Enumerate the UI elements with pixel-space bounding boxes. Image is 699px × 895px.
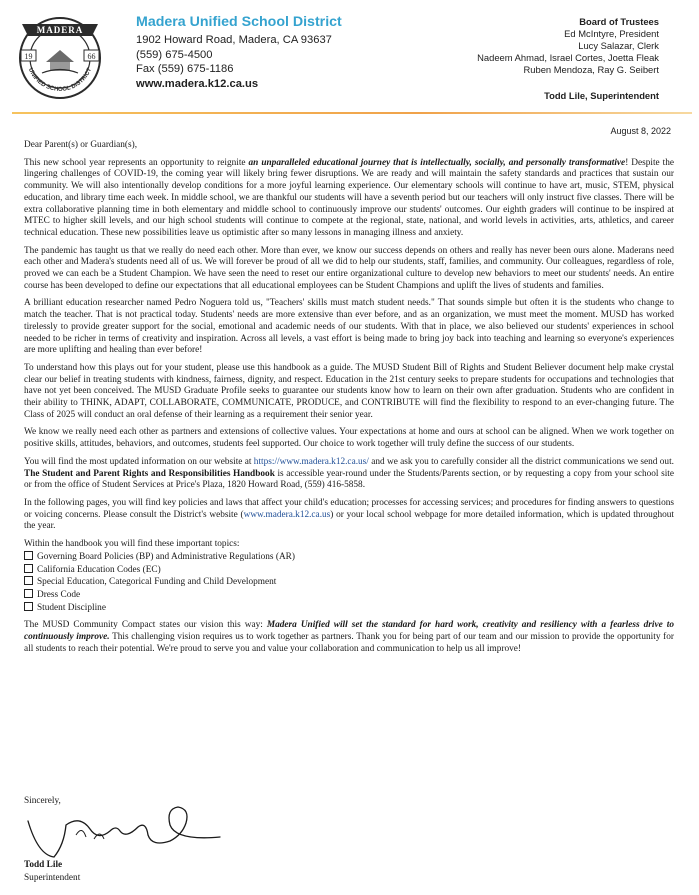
paragraph-2: The pandemic has taught us that we really do need each other. More than ever, we know our success depends on others and really has never been ours alone. Maderans need each other and Madera's students need all of us. We will forever be proud of all we did to help our students, staff, families, and community. Our colleagues, regardless of role, proved we can each be a Student Champion. We have seen the need to reset our entire organizational culture to develop new behaviors to meet our students' needs. An entire course has been developed to define our expectations that all educational employees can be Student Champions and uplift the lives of students and families. (24, 245, 674, 291)
list-item: Governing Board Policies (BP) and Administrative Regulations (AR) (24, 551, 674, 564)
letter-body (24, 140, 674, 661)
paragraph-4: To understand how this plays out for your student, please use this handbook as a guide. The MUSD Student Bill of Rights and Student Believer document help make crystal clear our belief in treating students with kindness, fairness, dignity, and respect. Education in the 21st century seeks to prepare students for occupations and technologies that have not yet been conceived. The MUSD Graduate Profile seeks to guarantee our students know how to learn on their own after graduation. Students who are confident in their ability to THINK, ADAPT, COLLABORATE, COMMUNICATE, PRODUCE, and CONTRIBUTE will find the flexibility to respond to an ever-changing future. The Class of 2025 will conduct an oral defense of their learning as a requirement their senior year. (24, 362, 674, 420)
board-of-trustees (477, 16, 659, 102)
vision-statement: Madera Unified will set the standard for hard work, creativity and resiliency with a fearless drive to continuously improve. (24, 620, 674, 643)
board-member-line: Ruben Mendoza, Ray G. Seibert (523, 64, 659, 75)
closing: Sincerely, (24, 796, 61, 806)
salutation: Dear Parent(s) or Guardian(s), (24, 140, 138, 150)
paragraph-7: In the following pages, you will find key policies and laws that affect your child's education; processes for accessing services; and procedures for finding answers to questions or voicing concerns. Please consult the District's website (www.madera.k12.ca.us) or your local school webpage for more detailed information, which is updated throughout the year. (24, 497, 674, 532)
checkbox-icon (24, 564, 33, 573)
paragraph-3: A brilliant education researcher named Pedro Noguera told us, "Teachers' skills must match student needs." That sounds simple but often it is the students who change to match the teacher. That is not practical today. Students' needs are more extensive than ever before, and as an organization, we must meet the moment. MUSD has worked tirelessly to provide greater support for the social, emotional and academic needs of our students. With that in place, we also believed our students' experiences in school needed to be richer in terms of creativity and inspiration. Across all levels, a vast effort is being made to bring joy back into teaching and learning so everyone's experiences are more uplifting and healing than ever before! (24, 298, 674, 356)
signer-name: Todd Lile (24, 860, 63, 870)
board-member-line: Lucy Salazar, Clerk (578, 40, 659, 51)
header-divider (12, 112, 692, 114)
emphasis-text: an unparalleled educational journey that is intellectually, socially, and personally transformative (248, 157, 626, 168)
district-name: Madera Unified School District (136, 14, 342, 30)
checkbox-icon (24, 551, 33, 560)
district-website-link[interactable]: www.madera.k12.ca.us (136, 77, 259, 90)
letter-date: August 8, 2022 (610, 126, 671, 136)
board-member-line: Ed McIntyre, President (564, 28, 659, 39)
signature-graphic (20, 795, 240, 865)
list-item: Student Discipline (24, 602, 674, 615)
seal-year-left: 19 (24, 52, 33, 61)
seal-top-text: MADERA (36, 25, 84, 35)
letterhead (0, 0, 699, 112)
handbook-title: The Student and Parent Rights and Responsibilities Handbook (24, 468, 275, 479)
paragraph-6: You will find the most updated information on our website at https://www.madera.k12.ca.us/ and we ask you to carefully consider all the district communications we send out. The Student and Parent Rights and Responsibilities Handbook is accessible year-round under the Students/Parents section, or by requesting a copy from your school site or from the office of Student Services at Price's Plaza, 1820 Howard Road, (559) 416-5858. (24, 456, 674, 491)
paragraph-8: The MUSD Community Compact states our vision this way: Madera Unified will set the standard for hard work, creativity and resiliency with a fearless drive to continuously improve. This challenging vision requires us to work together as partners. Thank you for being part of our team and our mission to provide the opportunity for all students to reach their potential. We're proud to serve you and value your collaboration and communication to help us all improve! (24, 620, 674, 654)
district-info (136, 14, 342, 91)
paragraph-5: We know we really need each other as partners and extensions of collective values. Your expectations at home and ours at school can be aligned. When we work together on positive skills, attitudes, behaviors, and outcomes, students feel supported. Our choice to work together will truly define the success of our students. (24, 427, 674, 450)
seal-ring-text: UNIFIED SCHOOL DISTRICT (26, 67, 94, 93)
website-link[interactable]: www.madera.k12.ca.us (243, 509, 331, 520)
district-fax: Fax (559) 675-1186 (136, 63, 234, 76)
list-item: California Education Codes (EC) (24, 564, 674, 577)
topics-intro: Within the handbook you will find these important topics: (24, 539, 240, 550)
district-seal-logo (12, 10, 108, 100)
list-item: Special Education, Categorical Funding and Child Development (24, 576, 674, 589)
checkbox-icon (24, 589, 33, 598)
paragraph-1: This new school year represents an opportunity to reignite an unparalleled educational journey that is intellectually, socially, and personally transformative! Despite the lingering challenges of COVID-19, the coming year will likely bring fewer disruptions. We are ready and will maintain the safety standards and practices that sustain our community. We will also intentionally develop conditions for a more joyful learning experience. Our elementary schools will continue to have art, music, STEM, physical education, and library time each week. In middle school, we are thankful our students will have a seventh period but our teachers will only instruct five classes. There will be extra collaborative planning time in both elementary and middle school to continuously improve our students' outcomes. Our eighth graders will continue to be inspired at MTEC to higher skill levels, and our high school students will continue to compete at the regional, state, national, and world levels in activities, arts, athletics, and career technical education. These new possibilities leave us optimistic after so many lessons in managing illness and anxiety. (24, 157, 675, 238)
checkbox-icon (24, 576, 33, 585)
checkbox-icon (24, 602, 33, 611)
district-phone: (559) 675-4500 (136, 48, 213, 61)
seal-year-right: 66 (87, 52, 96, 61)
district-address: 1902 Howard Road, Madera, CA 93637 (136, 34, 332, 46)
list-item: Dress Code (24, 589, 674, 602)
superintendent-line: Todd Lile, Superintendent (544, 90, 659, 101)
board-member-line: Nadeem Ahmad, Israel Cortes, Joetta Fleak (477, 52, 659, 63)
board-title: Board of Trustees (579, 16, 659, 27)
topics-list (24, 551, 674, 615)
website-link[interactable]: https://www.madera.k12.ca.us/ (253, 456, 369, 467)
signer-title: Superintendent (24, 873, 81, 883)
